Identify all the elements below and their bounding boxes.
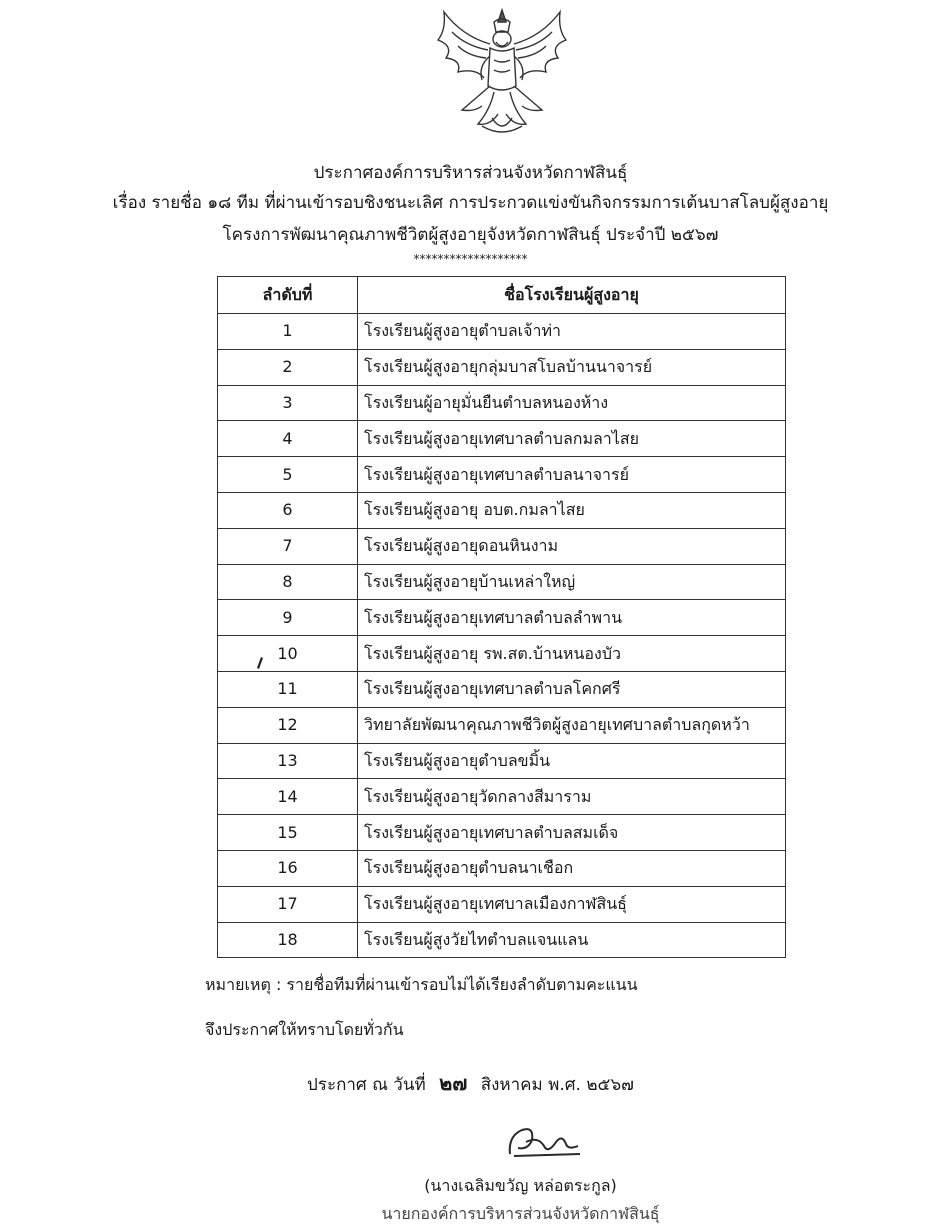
row-school-name: โรงเรียนผู้สูงอายุกลุ่มบาสโบลบ้านนาจารย์: [358, 349, 786, 385]
row-school-name: โรงเรียนผู้สูงอายุเทศบาลตำบลลำพาน: [358, 600, 786, 636]
table-row: [218, 636, 786, 672]
table-row: [218, 671, 786, 707]
school-list-table: [217, 276, 786, 958]
row-school-name: โรงเรียนผู้สูงอายุเทศบาลตำบลนาจารย์: [358, 457, 786, 493]
row-school-name: โรงเรียนผู้สูงอายุบ้านเหล่าใหญ่: [358, 564, 786, 600]
row-school-name: โรงเรียนผู้สูงอายุวัดกลางสีมาราม: [358, 779, 786, 815]
row-order-number: 13: [218, 743, 358, 779]
row-order-number: 9: [218, 600, 358, 636]
table-row: [218, 421, 786, 457]
table-row: [218, 457, 786, 493]
row-order-number: 7: [218, 528, 358, 564]
table-row: [218, 600, 786, 636]
column-header-order: ลำดับที่: [218, 277, 358, 314]
row-order-number: 4: [218, 421, 358, 457]
announcement-project: โครงการพัฒนาคุณภาพชีวิตผู้สูงอายุจังหวัดกาฬสินธุ์ ประจำปี ๒๕๖๗: [222, 225, 719, 245]
row-school-name: วิทยาลัยพัฒนาคุณภาพชีวิตผู้สูงอายุเทศบาลตำบลกุดหว้า: [358, 707, 786, 743]
row-order-number: 17: [218, 886, 358, 922]
table-row: [218, 492, 786, 528]
star-separator: *******************: [413, 252, 528, 266]
table-row: [218, 314, 786, 350]
row-school-name: โรงเรียนผู้สูงอายุเทศบาลตำบลสมเด็จ: [358, 815, 786, 851]
row-school-name: โรงเรียนผู้อายุมั่นยืนตำบลหนองห้าง: [358, 385, 786, 421]
row-school-name: โรงเรียนผู้สูงอายุเทศบาลตำบลโคกศรี: [358, 671, 786, 707]
table-row: [218, 385, 786, 421]
row-order-number: 16: [218, 850, 358, 886]
row-order-number: 15: [218, 815, 358, 851]
row-order-number: 3: [218, 385, 358, 421]
date-prefix: ประกาศ ณ วันที่: [307, 1075, 426, 1095]
row-order-number: 6: [218, 492, 358, 528]
row-order-number: 2: [218, 349, 358, 385]
row-order-number: 12: [218, 707, 358, 743]
date-day: ๒๗: [439, 1071, 468, 1095]
row-order-number: 8: [218, 564, 358, 600]
row-order-number: 14: [218, 779, 358, 815]
row-order-number: 5: [218, 457, 358, 493]
table-row: [218, 349, 786, 385]
row-order-number: 11: [218, 671, 358, 707]
announcement-date: [0, 1072, 941, 1096]
row-order-number: 18: [218, 922, 358, 958]
row-school-name: โรงเรียนผู้สูงอายุเทศบาลเมืองกาฬสินธุ์: [358, 886, 786, 922]
garuda-emblem-icon: [432, 6, 572, 136]
row-school-name: โรงเรียนผู้สูงอายุเทศบาลตำบลกมลาไสย: [358, 421, 786, 457]
announce-text: จึงประกาศให้ทราบโดยทั่วกัน: [205, 1020, 404, 1039]
table-body: [218, 314, 786, 958]
pen-mark-icon: [257, 657, 263, 669]
column-header-school-name: ชื่อโรงเรียนผู้สูงอายุ: [358, 277, 786, 314]
row-school-name: โรงเรียนผู้สูงอายุตำบลขมิ้น: [358, 743, 786, 779]
row-school-name: โรงเรียนผู้สูงอายุ รพ.สต.บ้านหนองบัว: [358, 636, 786, 672]
table-row: [218, 743, 786, 779]
table-row: [218, 850, 786, 886]
row-order-number: 10: [218, 636, 358, 672]
announcement-subject: เรื่อง รายชื่อ ๑๘ ทีม ที่ผ่านเข้ารอบชิงชนะเลิศ การประกวดแข่งขันกิจกรรมการเต้นบาสโลบผู้สูงอายุ: [112, 193, 829, 213]
table-row: [218, 779, 786, 815]
table-row: [218, 528, 786, 564]
table-row: [218, 886, 786, 922]
table-row: [218, 922, 786, 958]
row-school-name: โรงเรียนผู้สูงอายุ อบต.กมลาไสย: [358, 492, 786, 528]
row-order-number: 1: [218, 314, 358, 350]
signer-name: (นางเฉลิมขวัญ หล่อตระกูล): [424, 1176, 617, 1195]
handwritten-signature-icon: [504, 1120, 584, 1162]
row-school-name: โรงเรียนผู้สูงวัยไทตำบลแจนแลน: [358, 922, 786, 958]
row-school-name: โรงเรียนผู้สูงอายุตำบลเจ้าท่า: [358, 314, 786, 350]
row-school-name: โรงเรียนผู้สูงอายุตำบลนาเชือก: [358, 850, 786, 886]
row-school-name: โรงเรียนผู้สูงอายุดอนหินงาม: [358, 528, 786, 564]
table-row: [218, 815, 786, 851]
table-header-row: [218, 277, 786, 314]
table-row: [218, 707, 786, 743]
date-month-year: สิงหาคม พ.ศ. ๒๕๖๗: [480, 1075, 634, 1095]
signer-position: นายกองค์การบริหารส่วนจังหวัดกาฬสินธุ์: [381, 1204, 660, 1223]
note-text: หมายเหตุ : รายชื่อทีมที่ผ่านเข้ารอบไม่ได้เรียงลำดับตามคะแนน: [205, 975, 638, 994]
table-row: [218, 564, 786, 600]
announcement-title: ประกาศองค์การบริหารส่วนจังหวัดกาฬสินธุ์: [313, 163, 628, 183]
